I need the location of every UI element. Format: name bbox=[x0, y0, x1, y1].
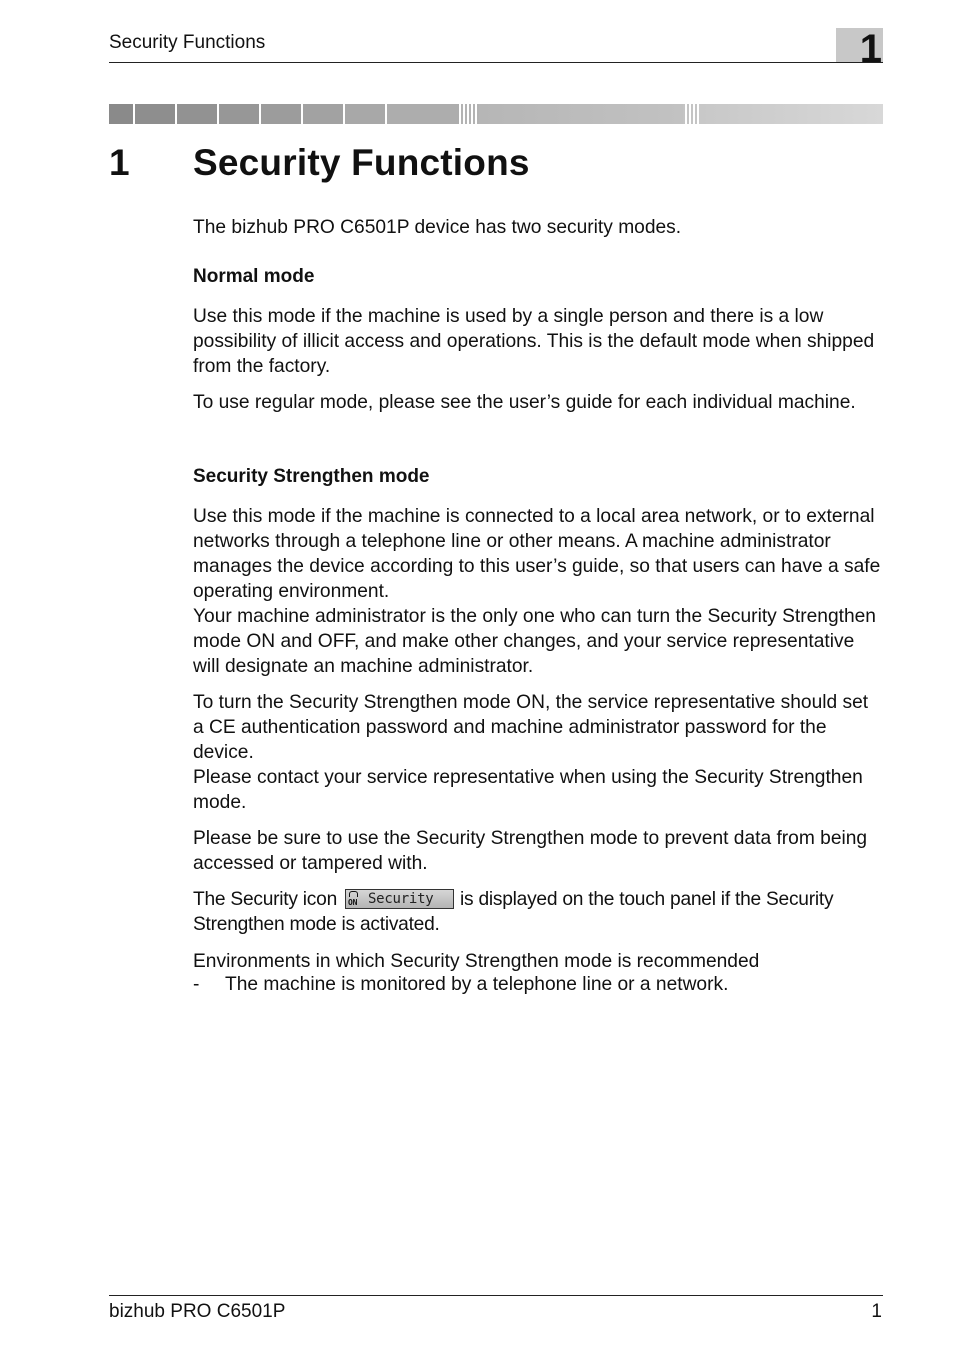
chapter-tab bbox=[836, 28, 883, 62]
decorative-bar-segment bbox=[177, 104, 219, 124]
icon-sentence-after: is displayed on the touch panel if the Security Strengthen mode is activated. bbox=[193, 889, 834, 935]
decorative-bar-segment bbox=[109, 104, 135, 124]
decorative-bar-segment bbox=[345, 104, 387, 124]
strengthen-mode-paragraph-4: Please contact your service representative when using the Security Strengthen mode. bbox=[193, 767, 863, 813]
decorative-bar-segment bbox=[461, 104, 479, 124]
footer-page-number: 1 bbox=[871, 1301, 882, 1322]
strengthen-mode-paragraph-3: To turn the Security Strengthen mode ON, the service representative should set a CE authentication password and machine administrator password for the device. bbox=[193, 692, 869, 763]
normal-mode-heading: Normal mode bbox=[193, 266, 315, 287]
running-header: Security Functions bbox=[109, 32, 266, 53]
normal-mode-paragraph-1: Use this mode if the machine is used by a single person and there is a low possibility of illicit access and operations. This is the default mode when shipped from the factory. bbox=[193, 306, 875, 377]
strengthen-mode-paragraph-1: Use this mode if the machine is connected to a local area network, or to external networks through a telephone line or other means. A machine administrator manages the device according to this user’s guide, so that users can have a safe operating environment. bbox=[193, 506, 881, 602]
decorative-bar-segment bbox=[303, 104, 345, 124]
chapter-tab-number: 1 bbox=[859, 28, 882, 62]
security-icon-label: Security bbox=[368, 891, 434, 907]
list-dash: - bbox=[193, 974, 200, 995]
security-icon-paragraph bbox=[193, 887, 883, 937]
footer-rule bbox=[109, 1295, 883, 1296]
list-item-text: The machine is monitored by a telephone line or a network. bbox=[225, 974, 729, 995]
intro-paragraph: The bizhub PRO C6501P device has two security modes. bbox=[193, 217, 682, 238]
decorative-bar-segment bbox=[387, 104, 461, 124]
strengthen-mode-heading: Security Strengthen mode bbox=[193, 466, 430, 487]
security-icon bbox=[345, 889, 454, 909]
decorative-bar-segment bbox=[699, 104, 883, 124]
footer-product: bizhub PRO C6501P bbox=[109, 1301, 286, 1322]
security-icon-badge: ON bbox=[348, 898, 358, 907]
decorative-bar bbox=[109, 104, 883, 124]
chapter-title: Security Functions bbox=[193, 142, 530, 183]
decorative-bar-segment bbox=[135, 104, 177, 124]
decorative-bar-segment bbox=[261, 104, 303, 124]
normal-mode-paragraph-2: To use regular mode, please see the user’s guide for each individual machine. bbox=[193, 392, 856, 413]
header-rule bbox=[109, 62, 883, 63]
chapter-number: 1 bbox=[109, 142, 130, 183]
environments-intro: Environments in which Security Strengthen mode is recommended bbox=[193, 951, 760, 972]
lock-icon bbox=[348, 891, 364, 907]
strengthen-mode-paragraph-5: Please be sure to use the Security Strengthen mode to prevent data from being accessed or tampered with. bbox=[193, 828, 868, 874]
decorative-bar-segment bbox=[219, 104, 261, 124]
icon-sentence-before: The Security icon bbox=[193, 889, 337, 910]
strengthen-mode-paragraph-2: Your machine administrator is the only one who can turn the Security Strengthen mode ON and OFF, and make other changes, and your service representative will designate an machine administrator. bbox=[193, 606, 876, 677]
decorative-bar-segment bbox=[479, 104, 683, 124]
decorative-bar-segment bbox=[683, 104, 699, 124]
